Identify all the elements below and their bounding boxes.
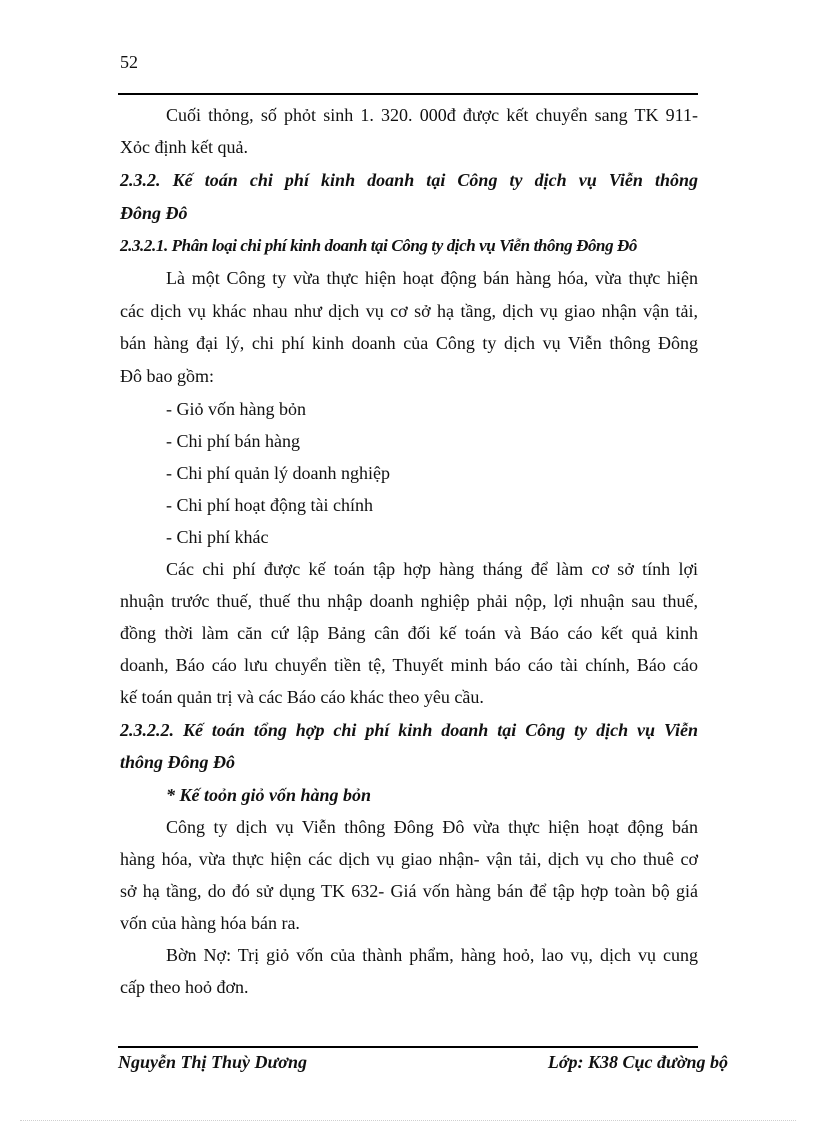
footer-author: Nguyễn Thị Thuỳ Dương <box>118 1052 307 1072</box>
body-line: Bờn Nợ: Trị giỏ vốn của thành phẩm, hàng hoỏ, lao vụ, dịch vụ cung <box>166 945 698 965</box>
item-heading: * Kế toỏn giỏ vốn hàng bỏn <box>166 785 372 805</box>
body-line: Cuối thỏng, số phỏt sinh 1. 320. 000đ được kết chuyển sang TK 911- <box>166 105 698 125</box>
body-line: Đô bao gồm: <box>120 366 214 386</box>
body-line: Là một Công ty vừa thực hiện hoạt động bán hàng hóa, vừa thực hiện <box>166 268 698 288</box>
section-heading: Đông Đô <box>120 203 188 223</box>
body-line: Xỏc định kết quả. <box>120 137 248 157</box>
body-line: nhuận trước thuế, thuế thu nhập doanh nghiệp phải nộp, lợi nhuận sau thuế, <box>120 591 698 611</box>
body-line: doanh, Báo cáo lưu chuyển tiền tệ, Thuyết minh báo cáo tài chính, Báo cáo <box>120 655 698 675</box>
subsection-heading: 2.3.2.2. Kế toán tổng hợp chi phí kinh doanh tại Công ty dịch vụ Viễn <box>120 720 698 740</box>
body-line: sở hạ tầng, do đó sử dụng TK 632- Giá vốn hàng bán để tập hợp toàn bộ giá <box>120 881 698 901</box>
list-item: - Giỏ vốn hàng bỏn <box>166 399 306 419</box>
body-line: Công ty dịch vụ Viễn thông Đông Đô vừa thực hiện hoạt động bán <box>166 817 698 837</box>
body-line: bán hàng đại lý, chi phí kinh doanh của Công ty dịch vụ Viễn thông Đông <box>120 333 698 353</box>
section-heading: 2.3.2. Kế toán chi phí kinh doanh tại Công ty dịch vụ Viễn thông <box>120 170 698 190</box>
list-item: - Chi phí hoạt động tài chính <box>166 495 373 515</box>
page-number: 52 <box>120 52 138 72</box>
footer-class: Lớp: K38 Cục đường bộ <box>547 1052 728 1072</box>
body-line: đồng thời làm căn cứ lập Bảng cân đối kế toán và Báo cáo kết quả kinh <box>120 623 698 643</box>
subsection-heading: 2.3.2.1. Phân loại chi phí kinh doanh tại Công ty dịch vụ Viễn thông Đông Đô <box>120 236 638 255</box>
subsection-heading: thông Đông Đô <box>120 752 236 772</box>
list-item: - Chi phí bán hàng <box>166 431 300 451</box>
list-item: - Chi phí quản lý doanh nghiệp <box>166 463 390 483</box>
body-line: hàng hóa, vừa thực hiện các dịch vụ giao nhận- vận tải, dịch vụ cho thuê cơ <box>120 849 698 869</box>
body-line: Các chi phí được kế toán tập hợp hàng tháng để làm cơ sở tính lợi <box>166 559 698 579</box>
footer-rule <box>118 1046 698 1048</box>
body-line: các dịch vụ khác nhau như dịch vụ cơ sở hạ tầng, dịch vụ giao nhận vận tải, <box>120 301 698 321</box>
header-rule <box>118 93 698 95</box>
page-bottom-dotted-line <box>20 1120 796 1121</box>
body-line: cấp theo hoỏ đơn. <box>120 977 249 997</box>
body-line: kế toán quản trị và các Báo cáo khác theo yêu cầu. <box>120 687 484 707</box>
list-item: - Chi phí khác <box>166 527 269 547</box>
body-line: vốn của hàng hóa bán ra. <box>120 913 300 933</box>
